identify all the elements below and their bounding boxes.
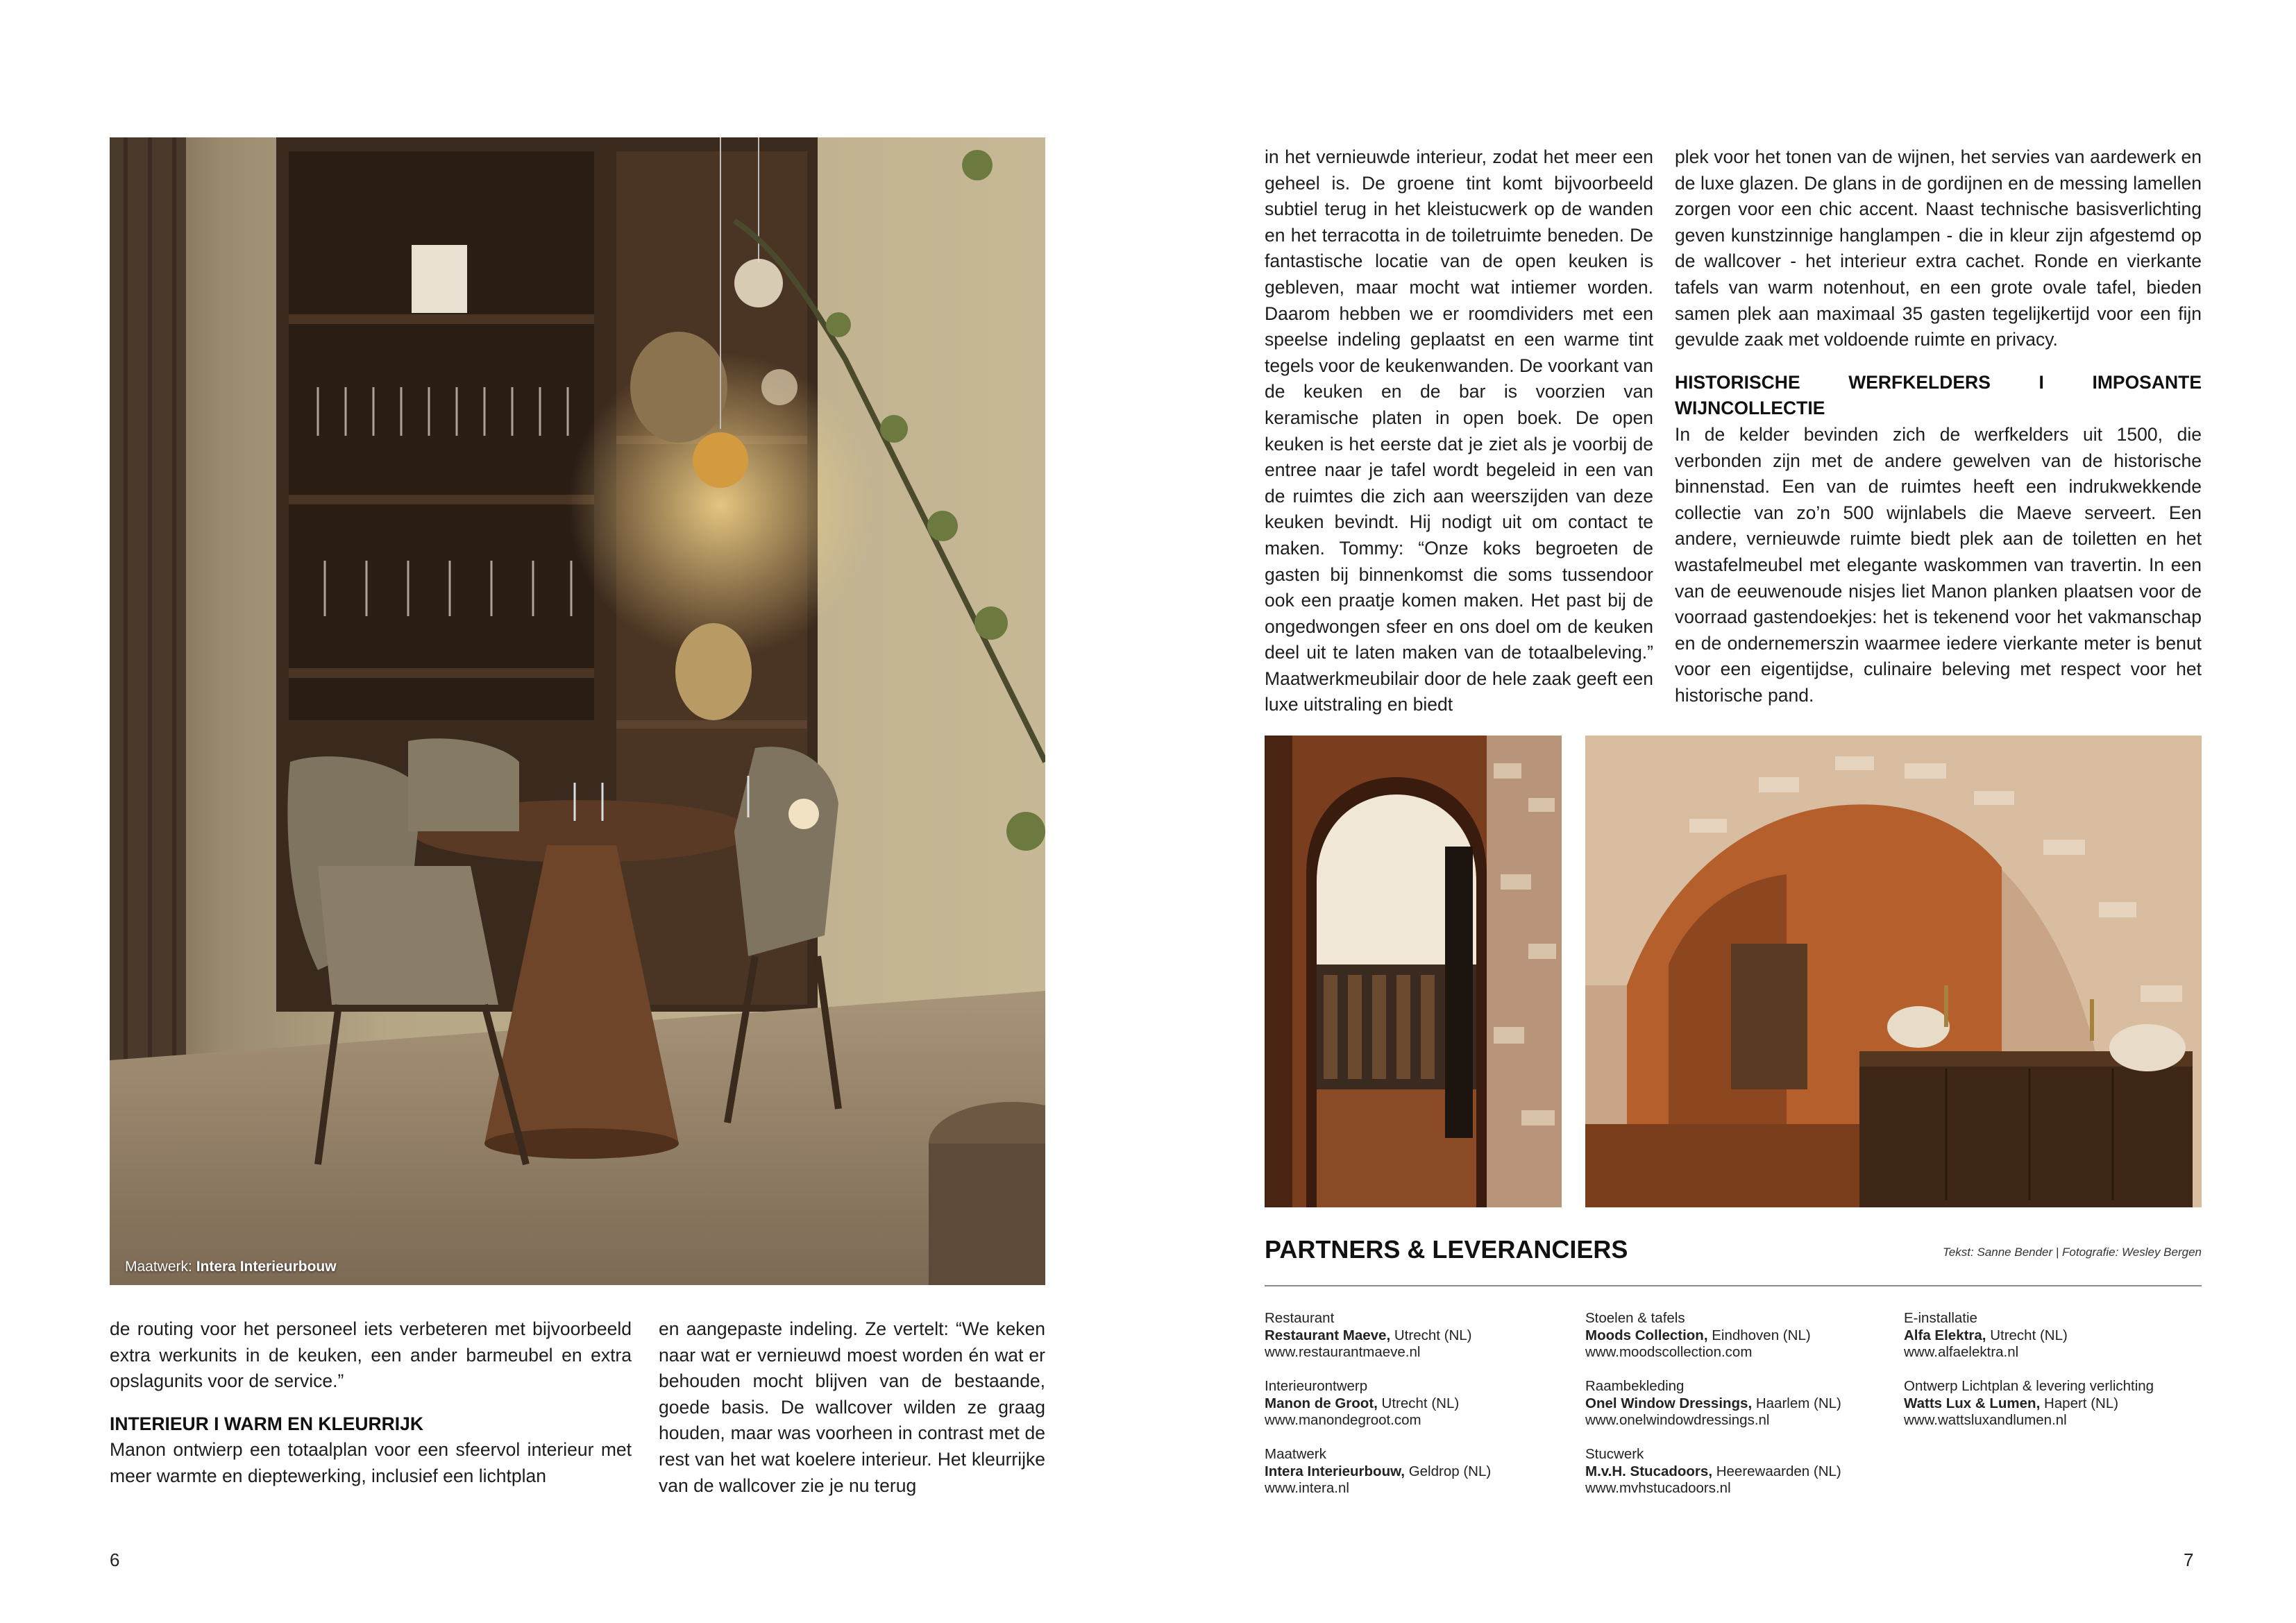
partner-place: Utrecht (NL)	[1986, 1327, 2068, 1343]
partner-name: Restaurant Maeve,	[1265, 1327, 1391, 1343]
photo-text-credits: Tekst: Sanne Bender | Fotografie: Wesley Bergen	[1943, 1246, 2202, 1259]
page-number-left: 6	[110, 1549, 120, 1570]
page-number-right: 7	[2184, 1549, 2194, 1570]
partner-url[interactable]: www.onelwindowdressings.nl	[1585, 1412, 1770, 1428]
partner-place: Utrecht (NL)	[1377, 1395, 1460, 1411]
partner-name: Watts Lux & Lumen,	[1904, 1395, 2041, 1411]
partner-role: Ontwerp Lichtplan & levering verlichting	[1904, 1378, 2154, 1394]
right-col2-paragraph-1: plek voor het tonen van de wijnen, het servies van aardewerk en de luxe glazen. De glans in de gordijnen en de messing lamellen zorgen voor een chic accent. Naast technische basisverlichting geven kunstzinnige hanglampen - die in kleur zijn afgestemd op de wallcover - het interieur extra cachet. Ronde en vierkante tafels van warm notenhout, en een grote ovale tafel, bieden samen plek aan maximaal 35 gasten tegelijkertijd voor een fijn gevulde zaak met voldoende ruimte en privacy.	[1675, 146, 2202, 350]
left-col1-paragraph-1: de routing voor het personeel iets verbeteren met bijvoorbeeld extra werkunits in de keuken, een ander barmeubel en extra opslagunits voor de service.”	[110, 1318, 632, 1392]
partner-url[interactable]: www.restaurantmaeve.nl	[1265, 1344, 1421, 1360]
partner-role: Raambekleding	[1585, 1378, 1685, 1394]
washroom-vault-photo	[1585, 736, 2202, 1207]
partner-e-installatie	[1904, 1310, 2068, 1361]
partner-url[interactable]: www.moodscollection.com	[1585, 1344, 1753, 1360]
heading-interieur: INTERIEUR I WARM EN KLEURRIJK	[110, 1413, 423, 1434]
right-col1-paragraph-1: in het vernieuwde interieur, zodat het meer een geheel is. De groene tint komt bijvoorbeeld subtiel terug in het kleistucwerk op de wanden en het terracotta in de toiletruimte beneden. De fantastische locatie van de open keuken is gebleven, maar mocht wat intiemer worden. Daarom hebben we er roomdividers met een speelse indeling geplaatst en een warme tint tegels voor de keukenwanden. De voorkant van de keuken en de bar is voorzien van keramische platen in open boek. De open keuken is het eerste dat je ziet als je voorbij de entree naar je tafel wordt begeleid in een van de ruimtes die zich aan weerszijden van deze keuken bevindt. Hij nodigt uit om contact te maken. Tommy: “Onze koks begroeten de gasten bij binnenkomst die soms tussendoor ook een praatje komen maken. Het past bij de ongedwongen sfeer en ons doel om de keuken deel uit te laten maken van de totaalbeleving.” Maatwerkmeubilair door de hele zaak geeft een luxe uitstraling en biedt	[1265, 146, 1653, 715]
left-column-1	[110, 1316, 632, 1490]
partner-role: E-installatie	[1904, 1310, 1977, 1326]
partner-name: Alfa Elektra,	[1904, 1327, 1986, 1343]
wine-cellar-photo	[1265, 736, 1562, 1207]
partner-lichtplan	[1904, 1378, 2154, 1429]
partner-place: Haarlem (NL)	[1752, 1395, 1841, 1411]
right-column-1	[1265, 144, 1653, 718]
partner-name: M.v.H. Stucadoors,	[1585, 1463, 1713, 1479]
partner-url[interactable]: www.manondegroot.com	[1265, 1412, 1421, 1428]
partner-role: Restaurant	[1265, 1310, 1335, 1326]
partner-stucwerk	[1585, 1446, 1841, 1497]
partner-role: Stucwerk	[1585, 1446, 1644, 1462]
partner-place: Geldrop (NL)	[1405, 1463, 1492, 1479]
partner-maatwerk	[1265, 1446, 1491, 1497]
left-col2-paragraph-1: en aangepaste indeling. Ze vertelt: “We keken naar wat er vernieuwd moest worden én wat er behouden mocht blijven van de bestaande, goede basis. De wallcover wilden ze graag houden, maar was voorheen in contrast met de rest van het wat koelere interieur. Het kleurrijke van de wallcover zie je nu terug	[659, 1318, 1045, 1496]
right-column-2	[1675, 144, 2202, 708]
partner-place: Heerewaarden (NL)	[1712, 1463, 1841, 1479]
partner-stoelen-tafels	[1585, 1310, 1811, 1361]
partner-place: Utrecht (NL)	[1390, 1327, 1472, 1343]
caption-name: Intera Interieurbouw	[196, 1259, 337, 1275]
partner-place: Hapert (NL)	[2040, 1395, 2119, 1411]
photo-caption	[125, 1259, 337, 1275]
partner-name: Manon de Groot,	[1265, 1395, 1378, 1411]
partner-role: Interieurontwerp	[1265, 1378, 1368, 1394]
partner-name: Intera Interieurbouw,	[1265, 1463, 1405, 1479]
restaurant-table-photo	[110, 137, 1045, 1285]
partner-url[interactable]: www.intera.nl	[1265, 1480, 1349, 1496]
partner-interieurontwerp	[1265, 1378, 1459, 1429]
partner-url[interactable]: www.mvhstucadoors.nl	[1585, 1480, 1731, 1496]
partner-place: Eindhoven (NL)	[1707, 1327, 1811, 1343]
heading-historische-werfkelders: HISTORISCHE WERFKELDERS I IMPOSANTE WIJNCOLLECTIE	[1675, 371, 2202, 419]
partner-role: Maatwerk	[1265, 1446, 1326, 1462]
partner-restaurant	[1265, 1310, 1472, 1361]
partner-name: Onel Window Dressings,	[1585, 1395, 1753, 1411]
caption-label: Maatwerk:	[125, 1259, 192, 1275]
partner-url[interactable]: www.wattsluxandlumen.nl	[1904, 1412, 2067, 1428]
partners-title: PARTNERS & LEVERANCIERS	[1265, 1235, 1628, 1264]
partner-raambekleding	[1585, 1378, 1841, 1429]
left-column-2	[659, 1316, 1045, 1499]
left-col1-paragraph-2: Manon ontwierp een totaalplan voor een sfeervol interieur met meer warmte en dieptewerking, inclusief een lichtplan	[110, 1439, 632, 1486]
partner-role: Stoelen & tafels	[1585, 1310, 1685, 1326]
partner-name: Moods Collection,	[1585, 1327, 1708, 1343]
right-col2-paragraph-2: In de kelder bevinden zich de werfkelders uit 1500, die verbonden zijn met de andere gewelven van de historische binnenstad. Een van de ruimtes heeft een indrukwekkende collectie van zo’n 500 wijnlabels die Maeve serveert. Een andere, vernieuwde ruimte biedt plek aan de toiletten en het wastafelmeubel met elegante waskommen van travertin. In een van de eeuwenoude nisjes liet Manon planken plaatsen voor de voorraad gastendoekjes: het is tekenend voor het vakmanschap en de ondernemerszin waarmee iedere vierkante meter is benut voor een eigentijdse, culinaire beleving met respect voor het historische pand.	[1675, 423, 2202, 706]
partners-divider	[1265, 1285, 2202, 1286]
partner-url[interactable]: www.alfaelektra.nl	[1904, 1344, 2019, 1360]
